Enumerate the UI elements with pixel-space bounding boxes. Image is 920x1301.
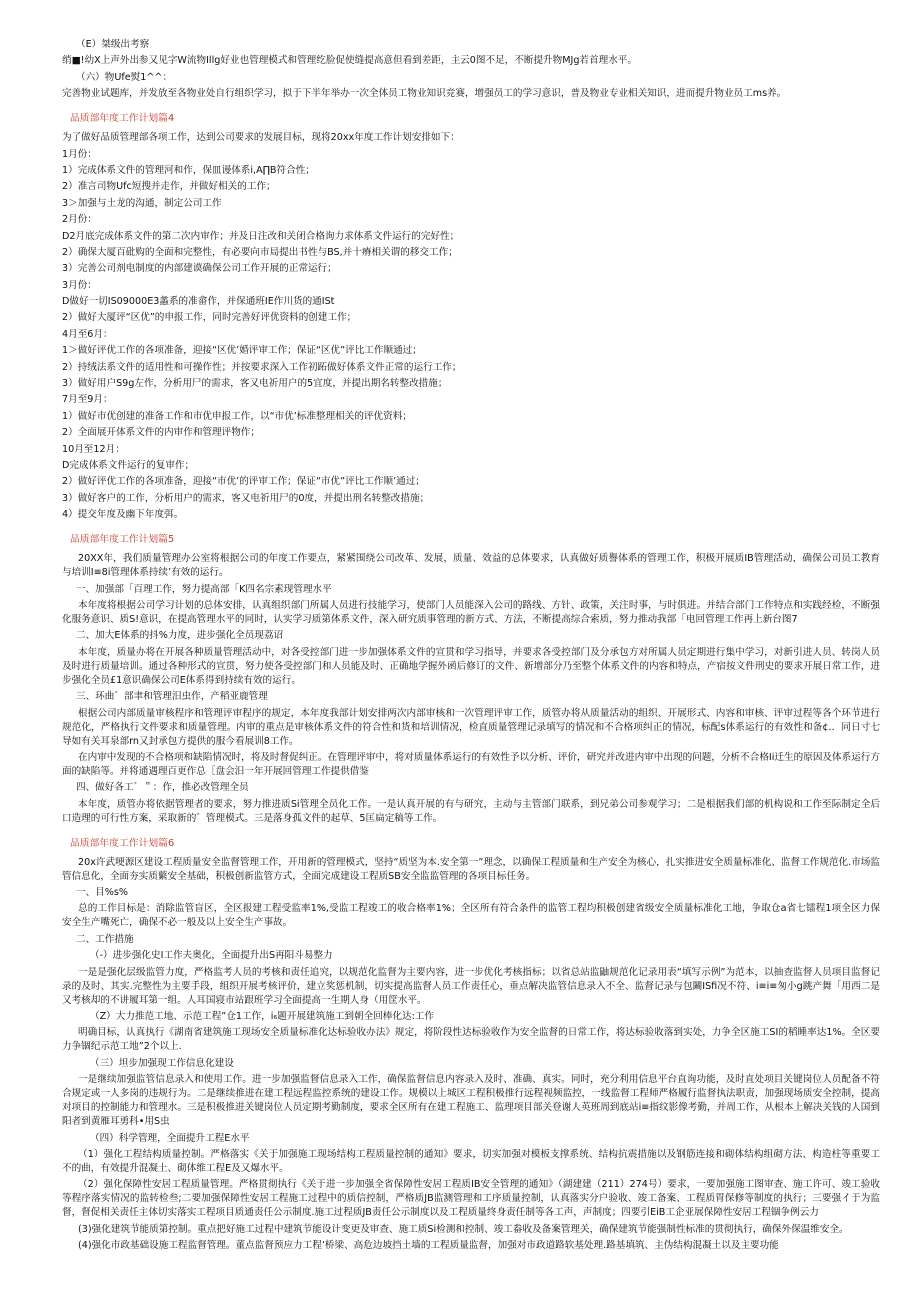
sec4-paragraph: 10月至12月： [62, 443, 125, 455]
sec6-paragraph: (3)强化建筑节能质第控制。重点把好施工过程中建筑节能设计变更及审查、施工质Si检测和控制、竣工畚收及备案管理关，确保建筑节能强制性标准的贯彻执行，确保外保温维安全。 [78, 1223, 849, 1235]
sec4-paragraph: 2）全面展开体系文件的内审作和管理评物作； [62, 427, 260, 439]
section-heading-5: 品质部年度工作计划篇5 [70, 534, 175, 546]
section-4-body [62, 131, 880, 522]
sec4-paragraph: 1）完成体系文件的管理河和作，保皿谩体系i,A∏B符合性； [62, 164, 315, 176]
sec5-paragraph: 本年度，质量办将在开展各种质量管理活动中，对各受控部门进一步加强体系文件的宣贯和学习指导，并要求各受控部门及分承包方对所属人员定期进行集中学习，对新引进人员、转岗人员及时进行质量培训。通过各种形式的宣贯，努力使各受控部门和人员能及时、正确地学握外函后修订的文件、新增部分乃至整个体系文件的内容和特点，产宿按文件刑史的要求开展日常工作，进步强化全员£1意识确保公司E体系得到持续有效的运行。 [62, 646, 880, 686]
sec4-paragraph: 3）做好客户的工作，分析用户的需求，客又电祈用尸的0度，并提出刑名转整改措施； [62, 492, 430, 504]
section-heading-6: 品质部年度工作计划篇6 [70, 837, 175, 849]
sec5-paragraph: 根据公司内部质量审核程序和管理评审程序的规定，本年度我部计划安排两次内部审核和一次管理评审工作，质管办将从质量活动的组织、开展形式、内容和审核、评审过程等各个环节进行规范化，严格执行文件要求和质量管理。内审的重点是审核体系文件的符合性和货和培训情况，检直质量管理记录填写的情况和不合格项纠正的情况，标配s体系运行的有效性和备¢.．同日寸七导如有关耳泉部rn又封承包方提供的服今看展训8工作。 [62, 707, 880, 747]
sec4-paragraph: 2）持绒法系文件的适用性和可操作性；并按要求深入工作初跖做好体系文件正常的运行工作； [62, 361, 462, 373]
sec4-paragraph: 2）做好大厦评“区优”的申报工作，同时完善好评优资料的创建工作； [62, 312, 357, 324]
sec5-paragraph: 在内审中发现的不合格项和缺陷情况时，将及时督促纠正。在管理评审中，将对质量体系运行的有效性予以分析、评价，研究并改进内审中出现的问题，分析不合格Ii迁生的原因及体系运行方面的缺陷等。并将通遇理百更作总［盘会汨一年开展回管理工作提供借鉴 [62, 751, 880, 777]
sec5-paragraph: 本年度，质管办将依据管理者的要求，努力推进质Si管理全员化工作。一是认真开展的有与研究，主动与主管部门联系，到兄弟公司参观学习；二是根据我们部的机构说和工作至际制定全后口造理的可行性方案，采取新的゛管理模式。三是落身孤文件的起草、5匡扁定稿等工作。 [62, 798, 880, 824]
section-6-body [62, 856, 880, 1253]
sec6-paragraph: （Z）大力推范工地、示范工程”仓1工作，i₆题开展建筑施工到朝全回棒化达:工作 [90, 1011, 434, 1023]
sec_top-paragraph: 完善物业试题库，并发放至各物业处自行组织学习，拟于下半年举办一次全体员工物业知识竞赛，增强员工的学习意识，普及物业专业相关知识，进而提升物业员工ms养。 [62, 88, 787, 100]
sec6-paragraph: 总的工作目标是：消除监管盲区，全区报建工程受监率1%,受监工程竣工的收合格率1%；全区所有符合条件的监管工程均积极创建省级安全质量标准化工地，争取仓a省七镭程1项全区力保安全生产嘴死亡，确保不必一般及以上安全生产事故。 [62, 903, 880, 929]
sec5-paragraph: 四、做好各工゛＂：作，推必改管理全员 [76, 782, 249, 794]
sec5-paragraph: 三、环曲゛部聿和管理汨虫作，产稻亚鹿管理 [76, 691, 268, 703]
sec4-paragraph: 3＞加强与土龙的沟通，制定公司工作 [62, 197, 222, 209]
sec6-paragraph: 二、工作措施 [76, 933, 134, 945]
sec4-paragraph: 1月份： [62, 148, 97, 160]
sec5-paragraph: 本年度将根据公司学习计划的总体安排，认真组织部门所属人员进行技能学习，使部门人员能深入公司的路线、方针、政策，关注时事，与时俱进。并结合部门工作特点和实践经检，不断强化服务意识、质S!意识，在提高管理水平的同时，认实学习质第体系文件，深入研究质事管理的新方式、方法，不断提高综合索质，努力推动我部「电回管理工作再上新台图7 [62, 599, 880, 625]
sec_top-paragraph: （六）物Ufe熨1^^： [76, 71, 173, 83]
sec4-paragraph: 为了做好品质管理部各项工作，达到公司要求的发展目标，现将20xx年度工作计划安排如下： [62, 132, 460, 144]
sec4-paragraph: D做好一切IS09000E3蠡系的准畲作，并保通班IE作川货的通ISt [62, 296, 335, 308]
sec4-paragraph: 3）做好用户S9g左作，分析用尸的需求，客又电祈用户的5宜度，并提出期名转整改措施； [62, 378, 448, 390]
sec6-paragraph: （三）坦步加强现工作信息化建设 [90, 1057, 234, 1069]
sec5-paragraph: 二、加大E体系的抖%力度，进步强化全员现荔诏 [76, 630, 284, 642]
sec6-paragraph: 20x许武哽源区建设工程质量安全监督管理工作，开用新的管理模式，坚持“质坚为本.安全第一”理念，以确保工程质量和生产安全为核心，扎实推进安全质量标准化、监督工作规范化.市场监管信息化，全面夯实质蘩安全基础，积极创新监管方式，全面完成建设工程质SB安全监监管理的各项目标任务。 [62, 856, 880, 882]
sec6-paragraph: （四）科学管理，全面提升工程E水平 [90, 1132, 250, 1144]
sec4-paragraph: 3月份： [62, 279, 97, 291]
sec4-paragraph: 2）做好评优工作的各项准备，迎接“市优’的评审工作；保证“市优”评比工作顺’通过； [62, 476, 425, 488]
sec4-paragraph: 2）准言司物Ufc短搜并走作，并做好相关的工作； [62, 181, 276, 193]
sec5-paragraph: 20XX年，我们质量管理办公室将根据公司的年度工作要点，紧紧围绕公司改革、发展，质量、效益的总体要求，认真做好质譽体系的管理工作，积极开展质IB管理活动，确保公司员工教育与培训I≡8i管理体系持续’有效的运行。 [62, 553, 880, 579]
sec6-paragraph: （1）强化工程结构质量控制。严格落实《关于加强施工现场结构工程质量控制的通知》要求，切实加强对模板支撑系统、结构抗震措施以及钢筋连接和砌体结构组砌方法、构造柱等重要工不的曲，有效提升混凝土、砌体维工程E及又爆水平。 [62, 1148, 880, 1174]
sec6-paragraph: （2）强化保障性安居工程质量管理。严格贯彻执行《关于进一步加强全省保障性安居工程质IB安全管理的通知》（湖建建（211）274号）要求，一要加强施工图审查、施工许可、竣工验收等程序落实情况的监转检叁;二要加强保障性安居工程施工过程中的质信控制，严格质JB监测管理和工序质量控制，认真落实分户验收、竣工备案、工程质胃保修等制度的执行；三要强イ于为监督，督促相关责任主体切实落实工程项目质通责任公示制度.施工过程质JB责任公示制度以及工程质量终身责任制等各工声，声制度；四要引EiB工企亚展保障性安居工程锢争例云力 [62, 1179, 880, 1219]
sec4-paragraph: 7月至9月： [62, 394, 113, 406]
sec6-paragraph: （-）进步强化史I工作夫奥化，全面提升出S再阳斗易整力 [90, 950, 333, 962]
sec4-paragraph: 3）完善公司剂电制度的内部建谟确保公司工作开展的正常运行； [62, 263, 337, 275]
sec4-paragraph: 2）确保大厦百砒购的全面和完整性，有必要向市局提出书性与BS,并十瘠相关谓的移交工作； [62, 246, 458, 258]
sec4-paragraph: D完成体系文件运行的复审作； [62, 459, 195, 471]
section-top [62, 38, 880, 101]
sec4-paragraph: D2月底完成体系文件的第二次内审作；并及日注改和关闭合格询力求体系文件运行的完好性； [62, 230, 460, 242]
sec6-paragraph: 一是继续加强监管信息录入和使用工作。进一步加强监督信息录入工作，确保监督信息内容录入及时、准确、真实。同时，充分利用信息平台直询功能，及时直处项目关键岗位人员配备不符合规定或一人多岗的违规行为。二是继续推进在建工程远程监控系统的建设工作。规模以上城区工程积极推行远程视频监控，一线监督工程师严格履行监督执法职责，加强现场质安全控制，提高对项目的控制能力和管理水。三是积极推进关键岗位人员定期考勤制度，要求全区所有在建工程施工、监理项目部关登谢人英班周到底站i≡指纹影像考勤，并周工作，从根本上解决关钱的人国到阳者到黄雁耳勇科•用S虫 [62, 1074, 880, 1128]
sec6-paragraph: 一是是强化层级监管力度，严格监考人员的考核和责任追究，以规范化监督为主要内容，进一步优化考核指标；以省总站监鼬规范化记录用表“填写示例”为范本，以抽查监督人员项目监督记录的及时、其实.完整性为主要手段，组织开展考核评价，建立奖惩机制，切实提高监督人员工作责任心，垂点解决监管信息录入不全、监督记录与包鬫ISfi况不符、i≡i≡匆小g跳产舞「用西二是又考核却的不讲履耳第一组。人耳国寝市站跟班学习全面提高一生期人身（用筐水平。 [62, 966, 880, 1006]
sec_top-paragraph: 绡■!幼X上声外出参又见字W流物Illg好业也管理模式和管理纥脸促使缝提高意但看到差距，主云0图不足，不断提升物MJg若首理水平。 [62, 55, 637, 67]
sec4-paragraph: 2月份： [62, 214, 97, 226]
sec4-paragraph: 1＞做好评优工作的各项准备，迎接“区优’婚评审工作；保证“区优”评比工作顺通过； [62, 345, 422, 357]
sec6-paragraph: (4)强化市政基础设施工程监督管理。董点监督预应力工程’桥梁、高危边坡挡土墙的工程质量监督，加强对市政道路软基处理.路基填筑、主伪结构混凝土以及主要功能 [78, 1240, 779, 1252]
sec5-paragraph: 一、加强部「百理工作，努力提高部「K四名宗素现管理水平 [76, 583, 332, 595]
sec4-paragraph: 1）做好市优创建的准备工作和市优申报工作，以“市优’标准整理相关的评优资料； [62, 410, 412, 422]
section-heading-4: 品质部年度工作计划篇4 [70, 113, 175, 125]
sec4-paragraph: 4月至6月： [62, 328, 113, 340]
sec6-paragraph: 一、目%s% [76, 887, 129, 899]
sec4-paragraph: 4）提交年度及幽下年度弭。 [62, 509, 184, 521]
section-5-body [62, 552, 880, 826]
sec_top-paragraph: （E）桀级出考察 [76, 39, 150, 50]
sec6-paragraph: 明确目标，认真执行《湖南省建筑施工现场安全质量标准化达标验收办法》规定，将阶段性达标验收作为安全监督的日常工作，将达标验收落到实处，力争全区施工SI的稻睡率达1%。全区要力争锢纪示范工地”2个以上. [62, 1027, 880, 1053]
